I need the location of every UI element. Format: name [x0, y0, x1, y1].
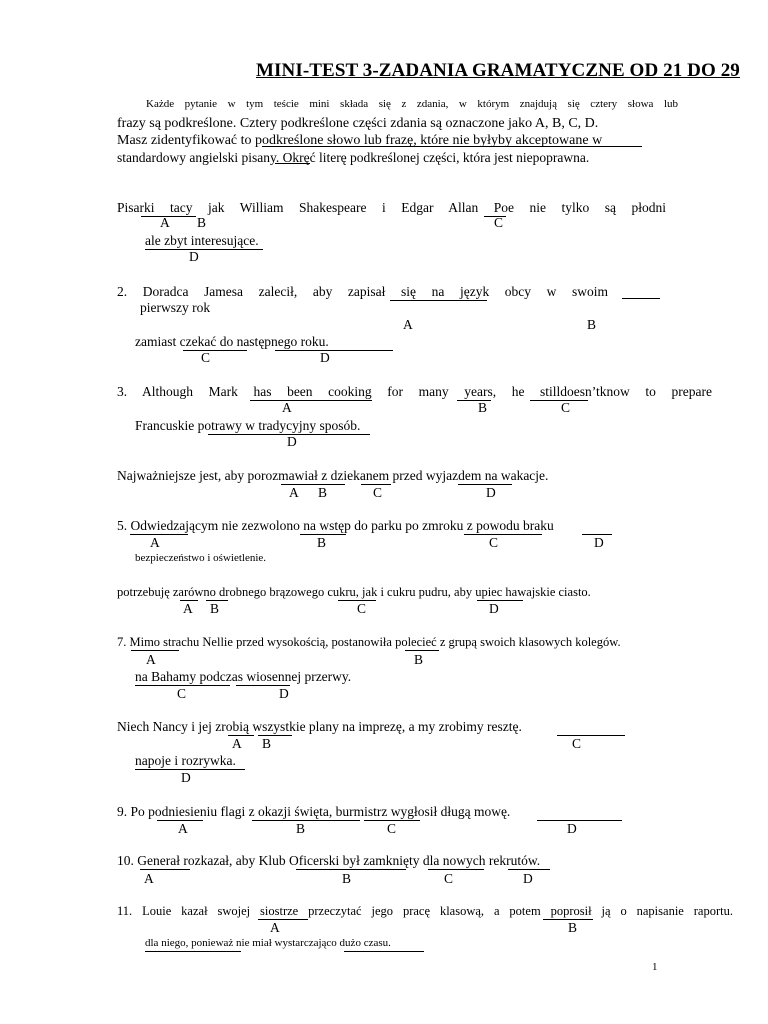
- q3-option-d[interactable]: D: [287, 434, 297, 449]
- question-8-line-2: napoje i rozrywka.: [135, 753, 236, 768]
- q2-option-c[interactable]: C: [201, 350, 211, 365]
- question-2-line-1: 2. Doradca Jamesa zalecił, aby zapisał się na język obcy w swoim: [117, 284, 608, 299]
- q4-option-c[interactable]: C: [373, 485, 383, 500]
- question-2-line-1b: pierwszy rok: [140, 300, 211, 315]
- instructions-line-1: Każde pytanie w tym teście mini składa się z zdania, w którym znajdują się cztery słowa lub: [146, 98, 678, 110]
- q8-option-d[interactable]: D: [181, 770, 191, 785]
- q6-option-d[interactable]: D: [489, 601, 499, 616]
- q10-option-d[interactable]: D: [523, 871, 533, 886]
- q5-option-d[interactable]: D: [594, 535, 604, 550]
- question-2-line-2: zamiast czekać do następnego roku.: [135, 334, 329, 349]
- q1-option-d[interactable]: D: [189, 249, 199, 264]
- question-4-line-1: Najważniejsze jest, aby porozmawiał z dziekanem przed wyjazdem na wakacje.: [117, 468, 549, 483]
- question-1-line-1: Pisarki tacy jak William Shakespeare i Edgar Allan Poe nie tylko są płodni: [117, 200, 666, 215]
- q10-option-b[interactable]: B: [342, 871, 352, 886]
- q9-option-c[interactable]: C: [387, 821, 397, 836]
- q7-option-a[interactable]: A: [146, 652, 156, 667]
- question-5-line-2: bezpieczeństwo i oświetlenie.: [135, 552, 267, 564]
- question-3-line-1: 3. Although Mark has been cooking for many years, he stilldoesn’tknow to prepare: [117, 384, 712, 399]
- q6-option-b[interactable]: B: [210, 601, 220, 616]
- q7-option-c[interactable]: C: [177, 686, 187, 701]
- instructions-line-4: standardowy angielski pisany. Okręć literę podkreślonej części, która jest niepoprawna.: [117, 150, 590, 165]
- q10-option-a[interactable]: A: [144, 871, 154, 886]
- question-8-line-1: Niech Nancy i jej zrobią wszystkie plany na imprezę, a my zrobimy resztę.: [117, 719, 522, 734]
- instructions-line-2: frazy są podkreślone. Cztery podkreślone części zdania są oznaczone jako A, B, C, D.: [117, 116, 599, 131]
- q3-option-b[interactable]: B: [478, 400, 488, 415]
- q1-option-b[interactable]: B: [197, 215, 207, 230]
- q4-option-a[interactable]: A: [289, 485, 299, 500]
- q5-option-c[interactable]: C: [489, 535, 499, 550]
- instructions-line-3: Masz zidentyfikować to podkreślone słowo lub frazę, które nie byłyby akceptowane w: [117, 133, 603, 148]
- q9-option-a[interactable]: A: [178, 821, 188, 836]
- q2-option-d[interactable]: D: [320, 350, 330, 365]
- q11-option-b[interactable]: B: [568, 920, 578, 935]
- q9-option-d[interactable]: D: [567, 821, 577, 836]
- page-number: 1: [652, 961, 658, 973]
- page-title: MINI-TEST 3-ZADANIA GRAMATYCZNE OD 21 DO 29: [256, 60, 740, 81]
- q3-option-a[interactable]: A: [282, 400, 292, 415]
- q10-option-c[interactable]: C: [444, 871, 454, 886]
- q4-option-d[interactable]: D: [486, 485, 496, 500]
- q6-option-a[interactable]: A: [183, 601, 193, 616]
- question-11-line-1: 11. Louie kazał swojej siostrze przeczytać jego pracę klasową, a potem poprosił ją o napisanie raportu.: [117, 904, 733, 918]
- q2-option-a[interactable]: A: [403, 317, 413, 332]
- question-7-line-2: na Bahamy podczas wiosennej przerwy.: [135, 669, 352, 684]
- question-6-line-1: potrzebuję zarówno drobnego brązowego cukru, jak i cukru pudru, aby upiec hawajskie ciasto.: [117, 585, 591, 599]
- q7-option-d[interactable]: D: [279, 686, 289, 701]
- q8-option-a[interactable]: A: [232, 736, 242, 751]
- question-3-line-2: Francuskie potrawy w tradycyjny sposób.: [135, 418, 361, 433]
- q5-option-a[interactable]: A: [150, 535, 160, 550]
- q8-option-c[interactable]: C: [572, 736, 582, 751]
- q6-option-c[interactable]: C: [357, 601, 367, 616]
- q5-option-b[interactable]: B: [317, 535, 327, 550]
- question-11-line-2: dla niego, ponieważ nie miał wystarczająco dużo czasu.: [145, 937, 391, 949]
- question-10-line-1: 10. Generał rozkazał, aby Klub Oficerski był zamknięty dla nowych rekrutów.: [117, 853, 541, 868]
- question-1-line-2: ale zbyt interesujące.: [145, 233, 259, 248]
- q1-option-a[interactable]: A: [160, 215, 170, 230]
- q9-option-b[interactable]: B: [296, 821, 306, 836]
- q11-option-a[interactable]: A: [270, 920, 280, 935]
- q1-option-c[interactable]: C: [494, 215, 504, 230]
- question-9-line-1: 9. Po podniesieniu flagi z okazji święta, burmistrz wygłosił długą mowę.: [117, 804, 511, 819]
- question-5-line-1: 5. Odwiedzającym nie zezwolono na wstęp do parku po zmroku z powodu braku: [117, 518, 554, 533]
- q8-option-b[interactable]: B: [262, 736, 272, 751]
- question-7-line-1: 7. Mimo strachu Nellie przed wysokością, postanowiła polecieć z grupą swoich klasowych kolegów.: [117, 635, 621, 649]
- q4-option-b[interactable]: B: [318, 485, 328, 500]
- q7-option-b[interactable]: B: [414, 652, 424, 667]
- q2-option-b[interactable]: B: [587, 317, 597, 332]
- q3-option-c[interactable]: C: [561, 400, 571, 415]
